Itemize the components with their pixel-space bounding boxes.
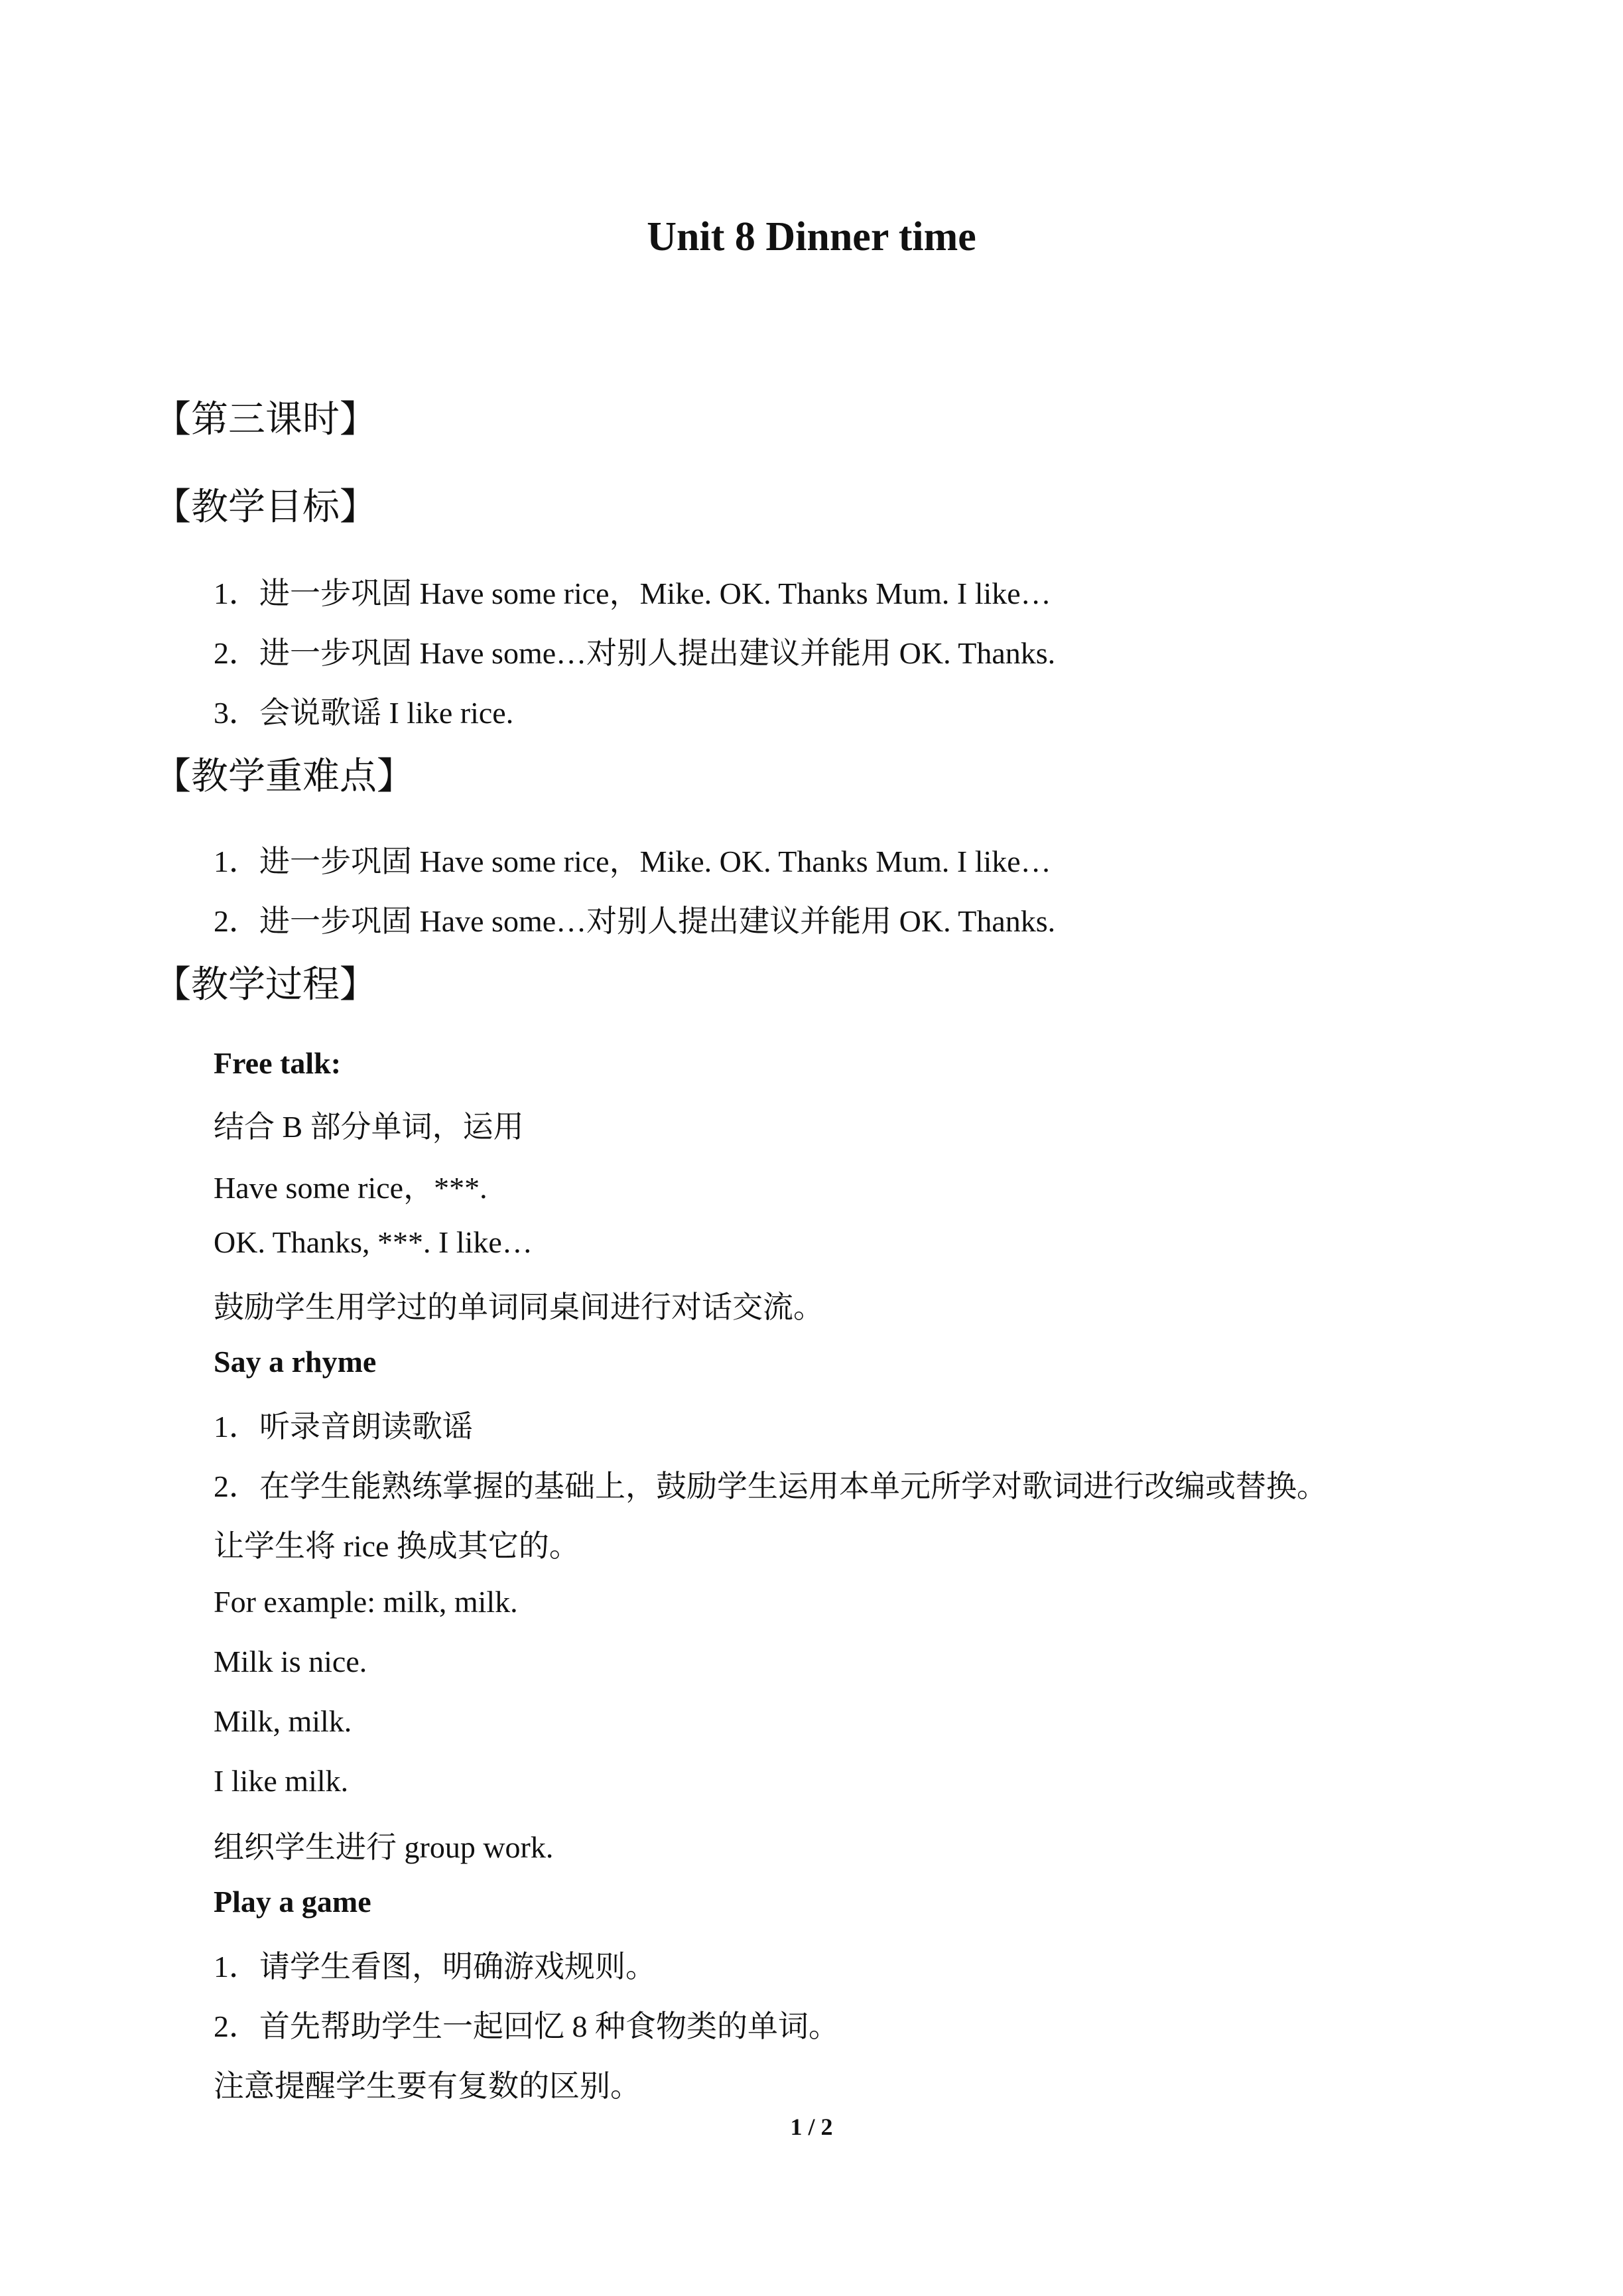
free-talk-title: Free talk: [214, 1046, 342, 1080]
key-point-item: 1．进一步巩固 Have some rice，Mike. OK. Thanks Mum. I like… [214, 844, 1051, 878]
say-rhyme-line: 2．在学生能熟练掌握的基础上，鼓励学生运用本单元所学对歌词进行改编或替换。 [214, 1469, 1327, 1503]
say-rhyme-line: 组织学生进行 group work. [214, 1830, 554, 1864]
play-game-line: 1．请学生看图，明确游戏规则。 [214, 1950, 656, 1984]
page-title: Unit 8 Dinner time [647, 214, 976, 259]
say-rhyme-line: Milk is nice. [214, 1645, 367, 1678]
say-rhyme-line: Milk, milk. [214, 1704, 352, 1738]
objective-item: 3．会说歌谣 I like rice. [214, 696, 514, 730]
free-talk-line: OK. Thanks, ***. I like… [214, 1225, 533, 1259]
objective-item: 1．进一步巩固 Have some rice，Mike. OK. Thanks Mum. I like… [214, 576, 1051, 610]
play-game-line: 2．首先帮助学生一起回忆 8 种食物类的单词。 [214, 2009, 839, 2043]
free-talk-line: 结合 B 部分单词，运用 [214, 1110, 524, 1144]
lesson-period-heading: 【第三课时】 [154, 399, 377, 440]
say-rhyme-line: 让学生将 rice 换成其它的。 [214, 1529, 580, 1563]
key-points-heading: 【教学重难点】 [154, 756, 414, 797]
say-rhyme-line: 1．听录音朗读歌谣 [214, 1410, 473, 1444]
objective-item: 2．进一步巩固 Have some…对别人提出建议并能用 OK. Thanks. [214, 636, 1056, 670]
say-rhyme-line: I like milk. [214, 1764, 349, 1798]
play-game-title: Play a game [214, 1885, 371, 1919]
play-game-line: 注意提醒学生要有复数的区别。 [214, 2069, 641, 2103]
say-rhyme-line: For example: milk, milk. [214, 1585, 518, 1619]
objectives-heading: 【教学目标】 [154, 487, 377, 528]
key-point-item: 2．进一步巩固 Have some…对别人提出建议并能用 OK. Thanks. [214, 904, 1056, 938]
process-heading: 【教学过程】 [154, 965, 377, 1006]
free-talk-line: 鼓励学生用学过的单词同桌间进行对话交流。 [214, 1290, 824, 1324]
free-talk-line: Have some rice，***. [214, 1171, 487, 1205]
page-number: 1 / 2 [790, 2114, 833, 2140]
say-rhyme-title: Say a rhyme [214, 1345, 377, 1379]
